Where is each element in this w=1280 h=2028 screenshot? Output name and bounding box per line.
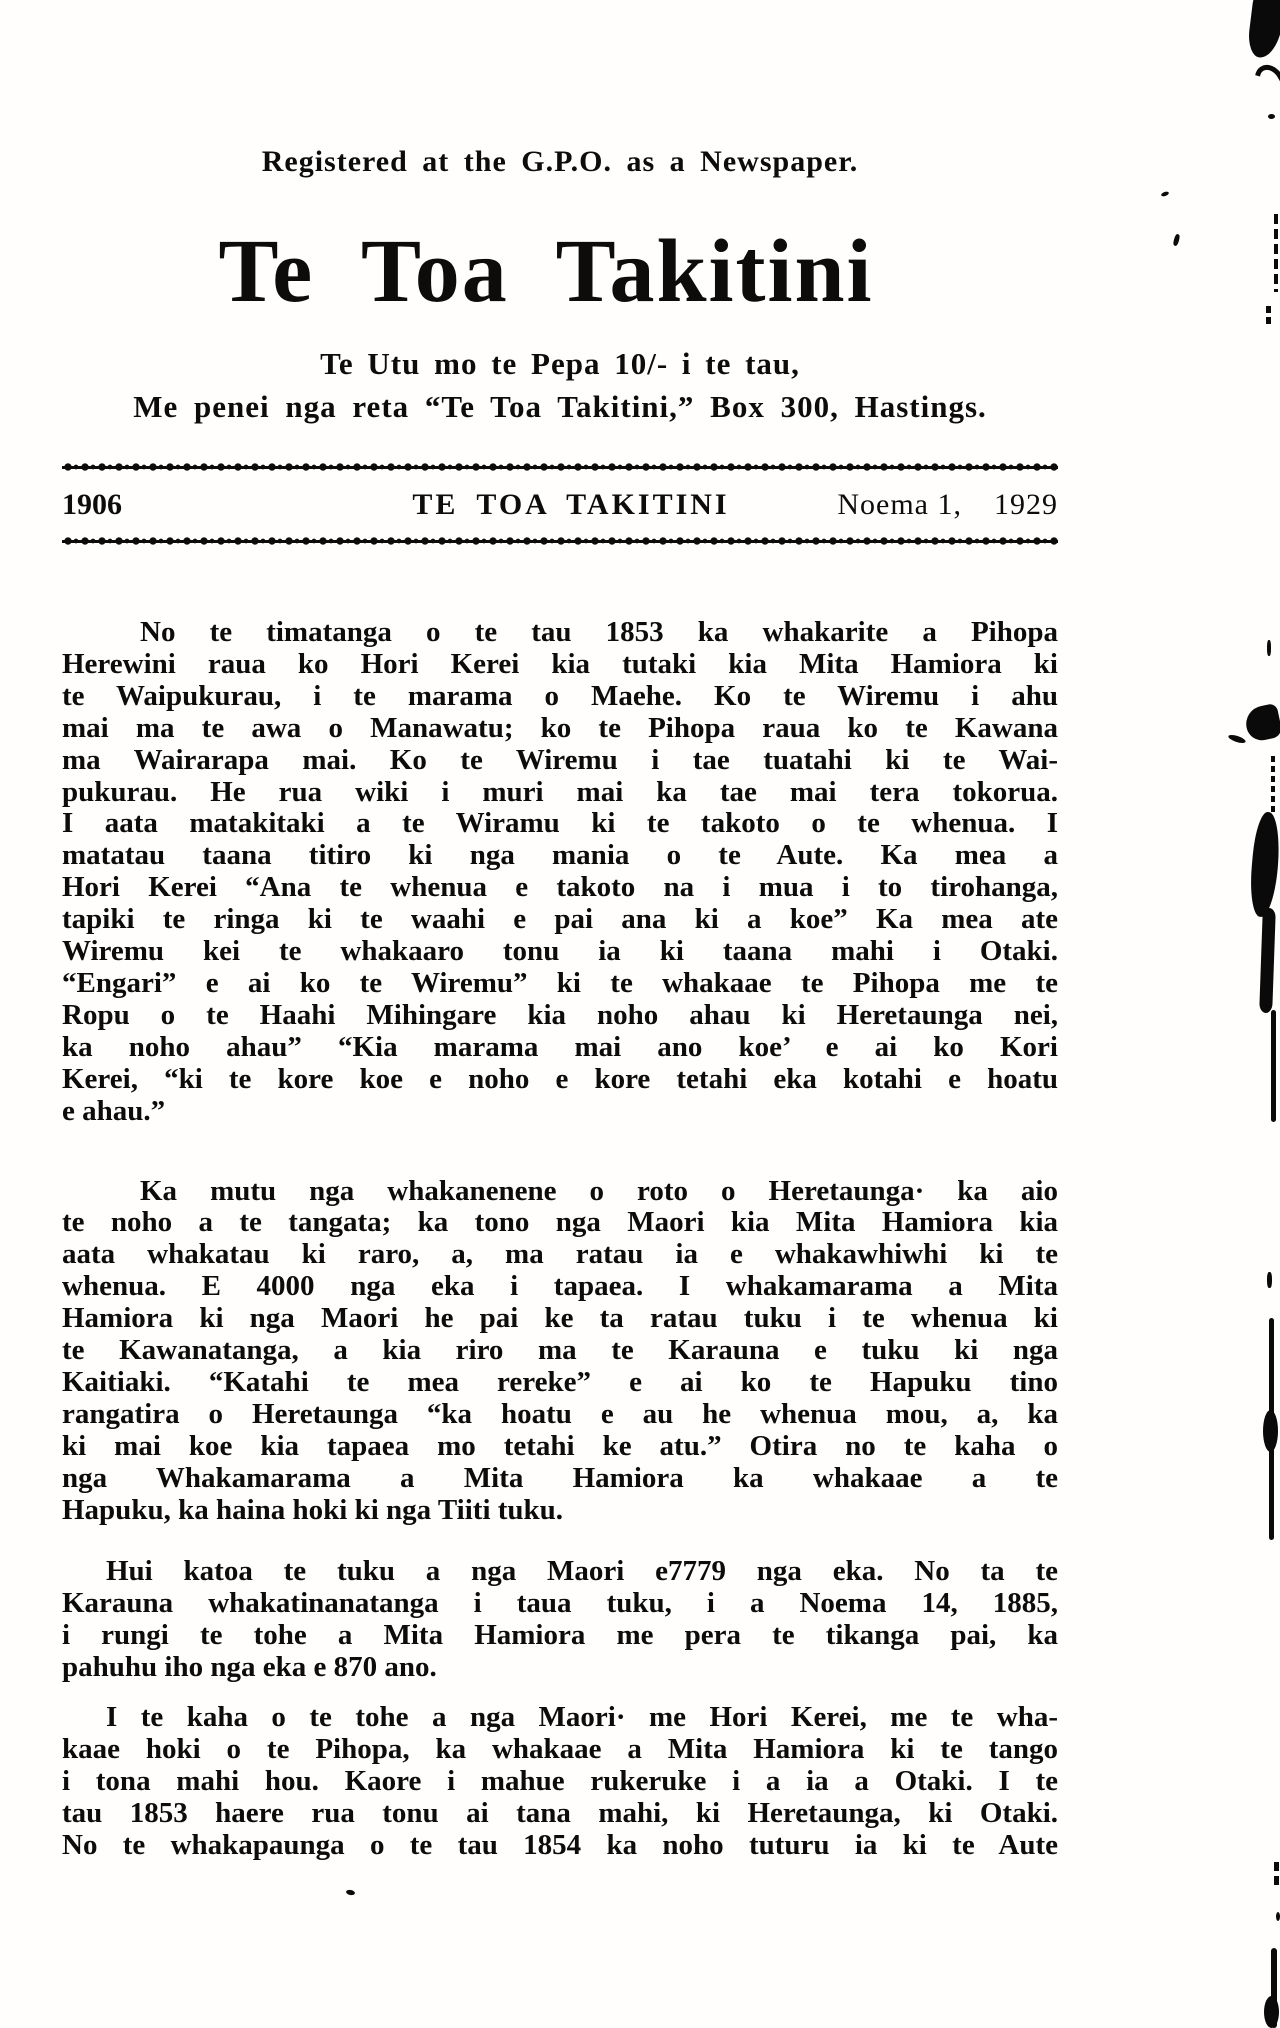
text-line: Karauna whakatinanatanga i taua tuku, i a Noema 14, 1885, (62, 1587, 1058, 1620)
text-line: Wiremu kei te whakaaro tonu ia ki taana mahi i Otaki. (62, 935, 1058, 968)
text-line: Ropu o te Haahi Mihingare kia noho ahau ki Heretaunga nei, (62, 998, 1058, 1031)
text-line: ka noho ahau” “Kia marama mai ano koe’ e ai ko Kori (62, 1030, 1058, 1063)
text-line: kaae hoki o te Pihopa, ka whakaae a Mita Hamiora ki te tango (62, 1733, 1058, 1765)
page-edge-line (1269, 1448, 1274, 1540)
page-edge-dash-line (1274, 1862, 1279, 1890)
masthead-title: Te Toa Takitini (218, 222, 874, 321)
ink-blob (1264, 1996, 1279, 2028)
ink-speck (1173, 234, 1181, 247)
article-body (62, 617, 1058, 1862)
text-line: Kerei, “ki te kore koe e noho e kore tetahi eka kotahi e hoatu (62, 1062, 1058, 1095)
body-paragraph (62, 617, 1058, 1128)
body-paragraph (62, 1176, 1058, 1527)
ink-speck (1276, 1912, 1280, 1921)
volume-year: 1906 (62, 488, 122, 521)
ink-blob (1243, 703, 1280, 743)
text-line: I te kaha o te tohe a nga Maori· me Hori Kerei, me te wha- (106, 1701, 1058, 1734)
body-paragraph (62, 1702, 1058, 1862)
text-line: i rungi te tohe a Mita Hamiora me pera te tikanga pai, ka (62, 1619, 1058, 1652)
ink-squiggle-mark (1249, 59, 1280, 104)
page-column (62, 0, 1058, 1862)
text-line: mai ma te awa o Manawatu; ko te Pihopa raua ko te Kawana (62, 711, 1058, 744)
text-line: I aata matakitaki a te Wiramu ki te takoto o te whenua. I (62, 807, 1058, 840)
page-edge-dash-line (1266, 306, 1271, 328)
text-line: Hapuku, ka haina hoki ki nga Tiiti tuku. (62, 1493, 564, 1526)
dotted-rule-bottom (62, 536, 1058, 547)
page-edge-line (1269, 1318, 1274, 1416)
text-line: pukurau. He rua wiki i muri mai ka tae mai tera tokorua. (62, 775, 1058, 808)
dateline (62, 486, 1058, 524)
subscription-price-line: Te Utu mo te Pepa 10/- i te tau, (320, 346, 800, 381)
dotted-rule-top (62, 462, 1058, 473)
ink-blob-tail (1228, 733, 1247, 744)
text-line: Hui katoa te tuku a nga Maori e7779 nga eka. No ta te (106, 1555, 1058, 1588)
text-line: ki mai koe kia tapaea mo tetahi ke atu.” Otira no te kaha o (62, 1429, 1058, 1462)
text-line: Kaitiaki. “Katahi te mea rereke” e ai ko te Hapuku tino (62, 1365, 1058, 1398)
registration-notice: Registered at the G.P.O. as a Newspaper. (261, 145, 859, 178)
page-edge-dash-line (1271, 756, 1275, 812)
text-line: pahuhu iho nga eka e 870 ano. (62, 1651, 437, 1684)
text-line: Ka mutu nga whakanenene o roto o Heretaunga· ka aio (140, 1174, 1058, 1207)
paper-name-running-head: TE TOA TAKITINI (412, 488, 730, 521)
postal-address-line: Me penei nga reta “Te Toa Takitini,” Box 300, Hastings. (133, 389, 987, 424)
body-paragraph (62, 1556, 1058, 1684)
text-line: matatau taana titiro ki nga mania o te Aute. Ka mea a (62, 839, 1058, 872)
issue-date: Noema 1, 1929 (837, 488, 1058, 521)
text-line: aata whakatau ki raro, a, ma ratau ia e whakawhiwhi ki te (62, 1238, 1058, 1271)
text-line: te noho a te tangata; ka tono nga Maori kia Mita Hamiora kia (62, 1206, 1058, 1239)
text-line: te Waipukurau, i te marama o Maehe. Ko te Wiremu i ahu (62, 679, 1058, 712)
page-edge-dash-line (1274, 214, 1278, 292)
text-line: whenua. E 4000 nga eka i tapaea. I whakamarama a Mita (62, 1270, 1058, 1303)
text-line: “Engari” e ai ko te Wiremu” ki te whakaae te Pihopa me te (62, 966, 1058, 999)
text-line: te Kawanatanga, a kia riro ma te Karauna e tuku ki nga (62, 1334, 1058, 1367)
text-line: Hamiora ki nga Maori he pai ke ta ratau tuku i te whenua ki (62, 1302, 1058, 1335)
text-line: e ahau.” (62, 1094, 166, 1127)
text-line: rangatira o Heretaunga “ka hoatu e au he whenua mou, a, ka (62, 1397, 1058, 1430)
text-line: i tona mahi hou. Kaore i mahue rukeruke i a ia a Otaki. I te (62, 1764, 1058, 1797)
ink-speck (1268, 114, 1275, 119)
text-line: tau 1853 haere rua tonu ai tana mahi, ki Heretaunga, ki Otaki. (62, 1796, 1058, 1829)
binding-ink-streak (1259, 908, 1276, 1013)
text-line: No te timatanga o te tau 1853 ka whakarite a Pihopa (140, 616, 1058, 648)
text-line: tapiki te ringa ki te waahi e pai ana ki a koe” Ka mea ate (62, 903, 1058, 936)
ink-blob (1263, 1410, 1278, 1452)
text-line: ma Wairarapa mai. Ko te Wiremu i tae tuatahi ki te Wai- (62, 743, 1058, 776)
page-edge-tick (1267, 640, 1271, 656)
ink-blob-top-corner (1246, 0, 1280, 60)
page-edge-tick (1267, 1272, 1272, 1288)
text-line: Hori Kerei “Ana te whenua e takoto na i mua i to tirohanga, (62, 871, 1058, 904)
page-edge-line (1271, 1010, 1276, 1122)
text-line: No te whakapaunga o te tau 1854 ka noho tuturu ia ki te Aute (62, 1828, 1058, 1861)
binding-ink-streak (1247, 811, 1280, 918)
ink-speck (346, 1889, 356, 1896)
text-line: nga Whakamarama a Mita Hamiora ka whakaae a te (62, 1461, 1058, 1494)
ink-speck (1161, 191, 1170, 197)
text-line: Herewini raua ko Hori Kerei kia tutaki kia Mita Hamiora ki (62, 647, 1058, 680)
